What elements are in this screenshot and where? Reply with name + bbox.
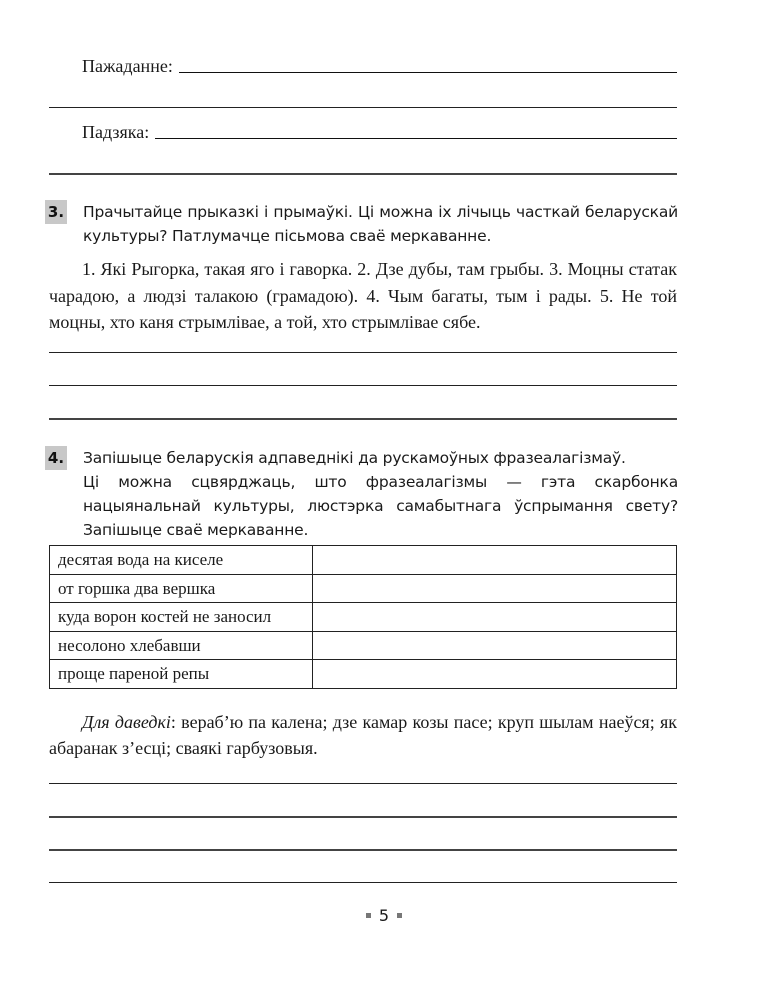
belarusian-answer-cell[interactable]	[313, 603, 677, 632]
task-3-answer-line-2[interactable]	[49, 385, 677, 386]
wish-input-line[interactable]	[179, 72, 677, 73]
task-4-instruction-line-2: Ці можна сцвярджаць, што фразеалагізмы — гэта скарбонка нацыянальнай культуры, люстэрка самабытнага ўспрымання свету? Запішыце сваё меркаванне.	[83, 473, 678, 539]
page-number	[0, 906, 768, 925]
wish-field-row	[82, 56, 677, 76]
belarusian-answer-cell[interactable]	[313, 660, 677, 689]
page-number-right-square-icon	[397, 913, 402, 918]
phraseology-table	[49, 545, 677, 689]
task-3-proverbs: 1. Які Рыгорка, такая яго і гаворка. 2. Дзе дубы, там грыбы. 3. Моцны статак чарадою, а людзі талакою (грамадою). 4. Чым багаты, тым і рады. 5. Не той моцны, хто каня стрымлівае, а той, хто стрымлівае сябе.	[49, 259, 677, 332]
wish-label: Пажаданне:	[82, 56, 173, 76]
russian-phrase-cell: несолоно хлебавши	[50, 631, 313, 660]
reference-note	[49, 709, 677, 761]
page-number-left-square-icon	[366, 913, 371, 918]
task-4-instruction-line-1: Запішыце беларускія адпаведнікі да рускамоўных фразеалагізмаў.	[83, 449, 626, 467]
table-row	[50, 574, 677, 603]
thanks-continuation-line[interactable]	[49, 173, 677, 175]
task-4-answer-line-3[interactable]	[49, 849, 677, 851]
thanks-label: Падзяка:	[82, 122, 150, 142]
task-4-answer-line-2[interactable]	[49, 816, 677, 818]
table-row	[50, 546, 677, 575]
russian-phrase-cell: от горшка два вершка	[50, 574, 313, 603]
task-3-answer-line-3[interactable]	[49, 418, 677, 420]
belarusian-answer-cell[interactable]	[313, 574, 677, 603]
thanks-input-line[interactable]	[155, 138, 677, 139]
thanks-field-row	[82, 122, 677, 142]
russian-phrase-cell: куда ворон костей не заносил	[50, 603, 313, 632]
task-4-instruction	[83, 446, 678, 542]
russian-phrase-cell: десятая вода на киселе	[50, 546, 313, 575]
task-3-number-badge: 3.	[45, 200, 67, 224]
table-row	[50, 603, 677, 632]
task-4-answer-line-4[interactable]	[49, 882, 677, 883]
task-3-answer-line-1[interactable]	[49, 352, 677, 353]
table-row	[50, 631, 677, 660]
belarusian-answer-cell[interactable]	[313, 631, 677, 660]
task-4-number-badge: 4.	[45, 446, 67, 470]
page-number-value: 5	[378, 906, 390, 925]
task-4-answer-line-1[interactable]	[49, 783, 677, 784]
wish-continuation-line[interactable]	[49, 107, 677, 108]
table-row	[50, 660, 677, 689]
reference-label: Для даведкі	[82, 712, 171, 732]
russian-phrase-cell: проще пареной репы	[50, 660, 313, 689]
belarusian-answer-cell[interactable]	[313, 546, 677, 575]
reference-text: : вераб’ю па калена; дзе камар козы пасе; круп шылам наеўся; як абаранак з’есці; сваякі гарбузовыя.	[49, 712, 677, 758]
task-3-instruction: Прачытайце прыказкі і прымаўкі. Ці можна іх лічыць часткай беларускай культуры? Патлумачце пісьмова сваё меркаванне.	[83, 203, 678, 245]
